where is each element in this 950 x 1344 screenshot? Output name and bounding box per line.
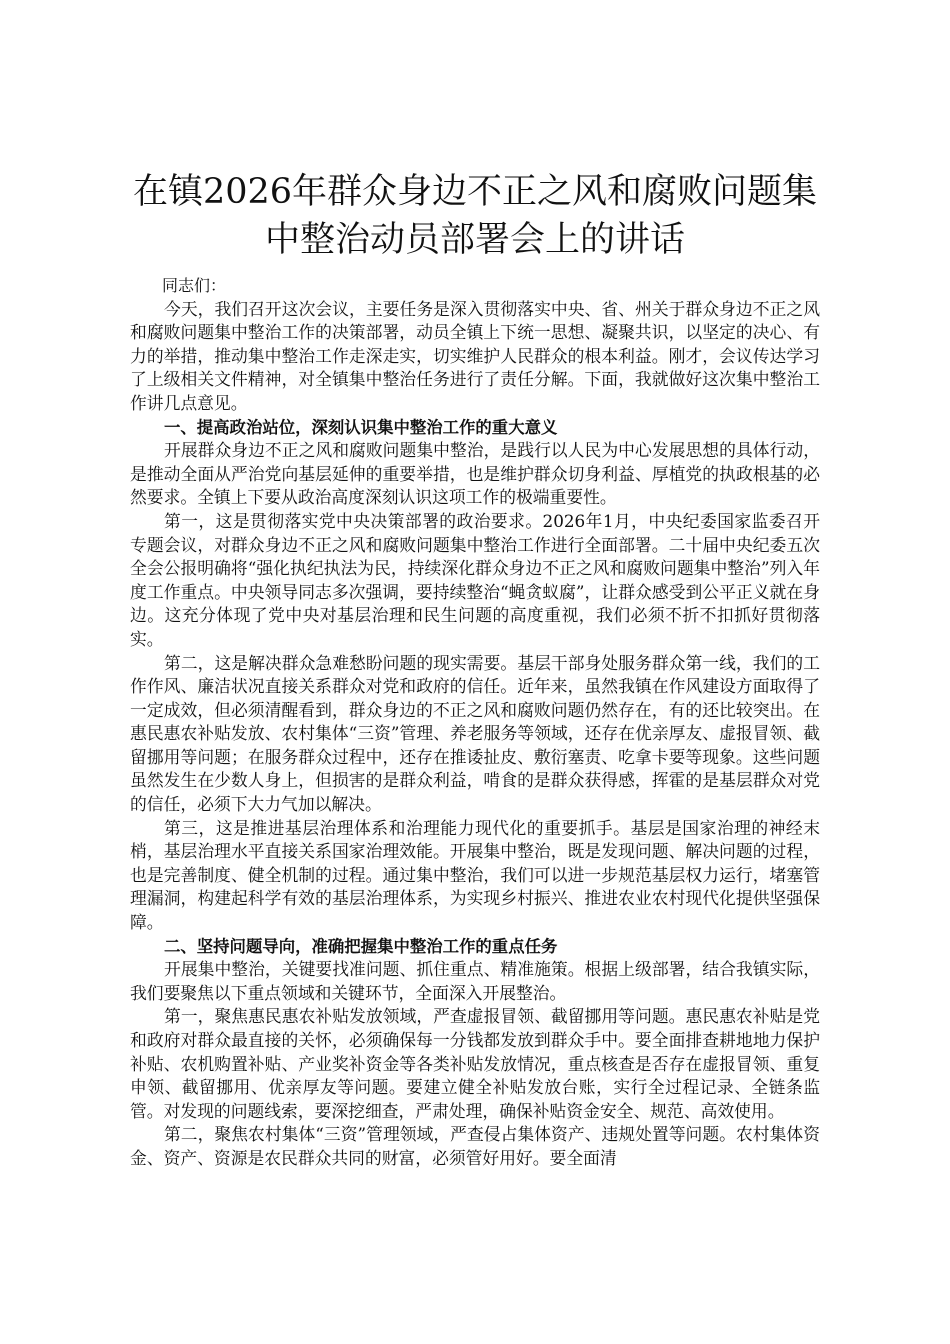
paragraph: 第一，聚焦惠民惠农补贴发放领域，严查虚报冒领、截留挪用等问题。惠民惠农补贴是党和政府对群众最直接的关怀，必须确保每一分钱都发放到群众手中。要全面排查耕地地力保护补贴、农机购置补贴、产业奖补资金等各类补贴发放情况，重点核查是否存在虚报冒领、重复申领、截留挪用、优亲厚友等问题。要建立健全补贴发放台账，实行全过程记录、全链条监管。对发现的问题线索，要深挖细查，严肃处理，确保补贴资金安全、规范、高效使用。 <box>130 1006 820 1121</box>
paragraph: 第二，聚焦农村集体“三资”管理领域，严查侵占集体资产、违规处置等问题。农村集体资金、资产、资源是农民群众共同的财富，必须管好用好。要全面清 <box>130 1124 820 1168</box>
title-line-2: 中整治动员部署会上的讲话 <box>264 220 685 260</box>
section-heading-2: 二、坚持问题导向，准确把握集中整治工作的重点任务 <box>164 936 558 956</box>
paragraph: 开展群众身边不正之风和腐败问题集中整治，是践行以人民为中心发展思想的具体行动，是推动全面从严治党向基层延伸的重要举措，也是维护群众切身利益、厚植党的执政根基的必然要求。全镇上下要从政治高度深刻认识这项工作的极端重要性。 <box>130 440 820 508</box>
document-body <box>130 274 820 1171</box>
paragraph: 第三，这是推进基层治理体系和治理能力现代化的重要抓手。基层是国家治理的神经末梢，基层治理水平直接关系国家治理效能。开展集中整治，既是发现问题、解决问题的过程，也是完善制度、健全机制的过程。通过集中整治，我们可以进一步规范基层权力运行，堵塞管理漏洞，构建起科学有效的基层治理体系，为实现乡村振兴、推进农业农村现代化提供坚强保障。 <box>130 817 820 933</box>
section-heading-1: 一、提高政治站位，深刻认识集中整治工作的重大意义 <box>164 417 558 437</box>
paragraph: 第二，这是解决群众急难愁盼问题的现实需要。基层干部身处服务群众第一线，我们的工作作风、廉洁状况直接关系群众对党和政府的信任。近年来，虽然我镇在作风建设方面取得了一定成效，但必须清醒看到，群众身边的不正之风和腐败问题仍然存在，有的还比较突出。在惠民惠农补贴发放、农村集体“三资”管理、养老服务等领域，还存在优亲厚友、虚报冒领、截留挪用等问题；在服务群众过程中，还存在推诿扯皮、敷衍塞责、吃拿卡要等现象。这些问题虽然发生在少数人身上，但损害的是群众利益，啃食的是群众获得感，挥霍的是基层群众对党的信任，必须下大力气加以解决。 <box>130 652 820 815</box>
document-title <box>130 168 820 264</box>
document-page <box>130 168 820 1171</box>
paragraph: 第一，这是贯彻落实党中央决策部署的政治要求。2026年1月，中央纪委国家监委召开专题会议，对群众身边不正之风和腐败问题集中整治工作进行全面部署。二十届中央纪委五次全会公报明确将“强化执纪执法为民，持续深化群众身边不正之风和腐败问题集中整治”列入年度工作重点。中央领导同志多次强调，要持续整治“蝇贪蚁腐”，让群众感受到公平正义就在身边。这充分体现了党中央对基层治理和民生问题的高度重视，我们必须不折不扣抓好贯彻落实。 <box>130 510 820 649</box>
paragraph-opening: 今天，我们召开这次会议，主要任务是深入贯彻落实中央、省、州关于群众身边不正之风和腐败问题集中整治工作的决策部署，动员全镇上下统一思想、凝聚共识，以坚定的决心、有力的举措，推动集中整治工作走深走实，切实维护人民群众的根本利益。刚才，会议传达学习了上级相关文件精神，对全镇集中整治任务进行了责任分解。下面，我就做好这次集中整治工作讲几点意见。 <box>130 298 820 413</box>
title-line-1: 在镇2026年群众身边不正之风和腐败问题集 <box>132 172 818 212</box>
paragraph: 开展集中整治，关键要找准问题、抓住重点、精准施策。根据上级部署，结合我镇实际，我们要聚焦以下重点领域和关键环节，全面深入开展整治。 <box>130 959 820 1003</box>
salutation: 同志们： <box>162 276 227 295</box>
